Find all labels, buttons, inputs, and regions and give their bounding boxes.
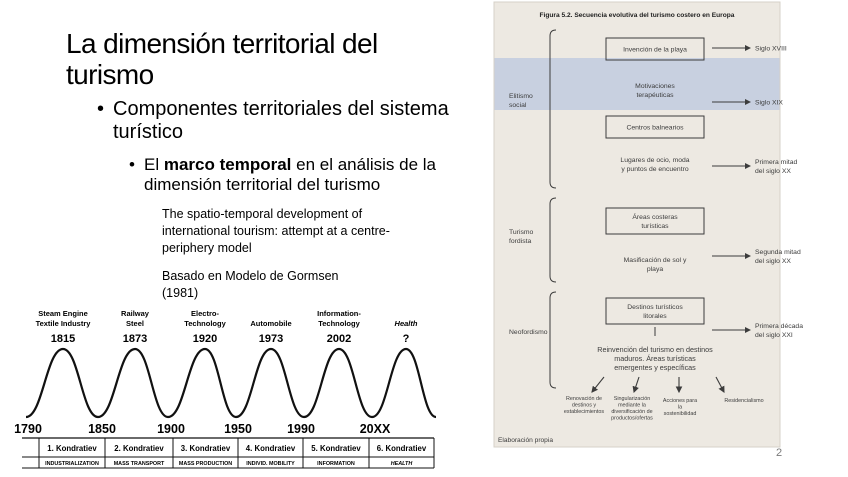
cycle-label: 6. Kondratiev bbox=[376, 444, 427, 453]
cycle-era-label: INDUSTRIALIZATION bbox=[45, 461, 99, 467]
outcome-label: la bbox=[677, 404, 683, 411]
wave-label-bottom: Textile Industry bbox=[35, 319, 91, 328]
period-label: del siglo XXI bbox=[755, 332, 793, 339]
axis-year-label: 1990 bbox=[287, 422, 315, 436]
note-spatio-temporal: The spatio-temporal development of international tourism: attempt at a centre-periphery model bbox=[162, 207, 390, 255]
axis-year-label: 1790 bbox=[14, 422, 42, 436]
stage-text: Reinvención del turismo en destinos bbox=[597, 345, 713, 354]
stage-box bbox=[606, 298, 704, 324]
stage-box-label: Centros balnearios bbox=[626, 124, 684, 132]
wave-peak-year: 1873 bbox=[122, 333, 148, 345]
stage-text: playa bbox=[646, 266, 664, 273]
wave-label-top: Electro- bbox=[191, 309, 219, 318]
stage-box bbox=[606, 208, 704, 234]
stage-text: Lugares de ocio, moda bbox=[620, 157, 690, 164]
period-label: Primera década bbox=[755, 323, 803, 330]
figure-title: Figura 5.2. Secuencia evolutiva del turismo costero en Europa bbox=[539, 12, 735, 19]
cycle-era-label: INFORMATION bbox=[317, 461, 355, 467]
bullet-level-2-post: en el análisis de la dimensión territorial del turismo bbox=[144, 155, 436, 194]
cycle-label: 4. Kondratiev bbox=[245, 444, 296, 453]
figure-credit: Elaboración propia bbox=[498, 437, 553, 444]
figure-scan bbox=[494, 2, 803, 447]
phase-label: social bbox=[509, 102, 527, 109]
outcome-label: Residencialismo bbox=[724, 398, 764, 404]
outcome-label: destinos y bbox=[571, 402, 597, 409]
phase-label: Turismo bbox=[509, 229, 534, 236]
stage-box-label: Invención de la playa bbox=[623, 46, 687, 54]
cycle-era-label: HEALTH bbox=[390, 461, 413, 467]
wave-label-bottom: Automobile bbox=[250, 319, 292, 328]
cycle-era-label: INDIVID. MOBILITY bbox=[246, 461, 295, 467]
stage-box-label: turísticas bbox=[641, 223, 669, 230]
cycle-label: 3. Kondratiev bbox=[180, 444, 231, 453]
wave-peak-year: 1973 bbox=[258, 333, 284, 345]
stage-box-label: litorales bbox=[643, 313, 667, 320]
wave-label-bottom: Health bbox=[394, 319, 418, 328]
wave-label-top: Steam Engine bbox=[38, 309, 88, 318]
axis-year-label: 1900 bbox=[157, 422, 185, 436]
outcome-arrow bbox=[634, 377, 639, 392]
phase-label: Elitismo bbox=[509, 93, 533, 100]
bullet-level-2-bold: marco temporal bbox=[163, 155, 292, 174]
wave-label-bottom: Technology bbox=[184, 319, 226, 328]
wave-label-bottom: Technology bbox=[318, 319, 360, 328]
stage-box-label: Destinos turísticos bbox=[627, 304, 683, 311]
period-label: Siglo XIX bbox=[755, 99, 783, 107]
bullet-level-2-pre: El bbox=[144, 155, 164, 174]
wave-peak-year: 1920 bbox=[192, 333, 218, 345]
axis-year-label: 1850 bbox=[88, 422, 116, 436]
phase-bracket bbox=[550, 198, 556, 282]
wave-label-top: Information- bbox=[317, 309, 361, 318]
bullet-level-1-text: Componentes territoriales del sistema turístico bbox=[113, 98, 449, 143]
wave-label-top: Railway bbox=[121, 309, 149, 318]
outcome-arrow bbox=[592, 377, 604, 392]
bullet-dot: • bbox=[97, 98, 105, 120]
phase-label: fordista bbox=[509, 238, 532, 245]
outcome-arrow bbox=[716, 377, 724, 392]
outcome-label: establecimientos bbox=[563, 409, 605, 415]
cycle-era-label: MASS PRODUCTION bbox=[178, 461, 233, 467]
bullet-dot: • bbox=[129, 155, 135, 174]
outcome-label: Singularización bbox=[613, 396, 651, 402]
phase-bracket bbox=[550, 292, 556, 388]
outcome-label: diversificación de bbox=[611, 409, 653, 415]
outcome-label: mediante la bbox=[618, 402, 646, 409]
period-label: Segunda mitad bbox=[755, 249, 801, 256]
stage-text: terapéuticas bbox=[636, 92, 674, 99]
outcome-label: Acciones para bbox=[662, 398, 698, 404]
stage-text: Masificación de sol y bbox=[623, 257, 687, 264]
cycle-label: 2. Kondratiev bbox=[114, 444, 164, 453]
axis-year-label: 20XX bbox=[359, 422, 391, 436]
wave-curve bbox=[26, 349, 436, 417]
stage-box-label: Áreas costeras bbox=[632, 214, 678, 221]
period-label: Siglo XVIII bbox=[755, 45, 787, 53]
period-label: del siglo XX bbox=[755, 258, 791, 265]
outcome-label: sostenibilidad bbox=[663, 411, 697, 417]
stage-text: emergentes y específicas bbox=[614, 363, 696, 372]
slide-title: La dimensión territorial del turismo bbox=[66, 28, 378, 90]
phase-label: Neofordismo bbox=[509, 329, 548, 336]
figure-diagram bbox=[494, 2, 803, 447]
outcome-label: productos/ofertas bbox=[611, 415, 653, 422]
bullet-level-2-text bbox=[144, 155, 474, 195]
period-label: del siglo XX bbox=[755, 168, 791, 175]
axis-year-label: 1950 bbox=[224, 422, 252, 436]
outcome-label: Renovación de bbox=[566, 396, 602, 402]
kondratiev-wave-diagram bbox=[14, 304, 438, 472]
stage-text: maduros. Áreas turísticas bbox=[614, 354, 696, 363]
stage-text: Motivaciones bbox=[635, 83, 675, 90]
wave-peak-year: 1815 bbox=[50, 333, 76, 345]
cycle-label: 5. Kondratiev bbox=[311, 444, 361, 453]
wave-label-bottom: Steel bbox=[126, 319, 144, 328]
stage-text: y puntos de encuentro bbox=[621, 166, 689, 173]
page-number: 2 bbox=[776, 447, 783, 459]
wave-peak-year: 2002 bbox=[326, 333, 352, 345]
cycle-era-label: MASS TRANSPORT bbox=[113, 461, 165, 467]
period-label: Primera mitad bbox=[755, 159, 798, 166]
cycle-label: 1. Kondratiev bbox=[47, 444, 97, 453]
wave-peak-year: ? bbox=[402, 333, 410, 345]
note-source: Basado en Modelo de Gormsen (1981) bbox=[162, 269, 339, 300]
